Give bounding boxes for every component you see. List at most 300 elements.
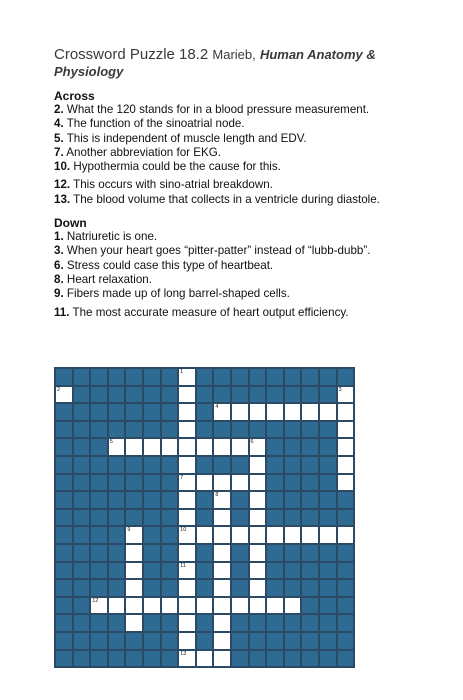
grid-cell-block [143,562,161,580]
grid-cell-block [143,368,161,386]
grid-cell-block [319,456,337,474]
down-clue-text: Heart relaxation. [66,272,152,286]
grid-cell-open[interactable] [213,579,231,597]
across-clue-list [54,103,434,207]
grid-cell-open[interactable] [196,526,214,544]
grid-cell-block [161,491,179,509]
down-heading: Down [54,216,87,231]
grid-cell-block [337,650,355,668]
grid-cell-open[interactable] [196,474,214,492]
cell-clue-number: 4 [215,404,219,411]
down-clue-number: 8. [54,272,64,286]
grid-cell-block [337,368,355,386]
grid-cell-block [90,421,108,439]
grid-cell-block [143,491,161,509]
grid-cell-block [337,509,355,527]
grid-cell-block [73,632,91,650]
grid-cell-open[interactable] [178,544,196,562]
grid-cell-open[interactable] [125,579,143,597]
grid-cell-block [55,526,73,544]
across-clue [54,160,434,174]
grid-cell-block [213,421,231,439]
across-clue [54,117,434,131]
grid-cell-block [90,438,108,456]
grid-cell-block [108,579,126,597]
grid-cell-block [284,614,302,632]
grid-cell-open[interactable] [213,614,231,632]
grid-cell-block [301,509,319,527]
grid-cell-block [55,403,73,421]
puzzle-header [54,46,434,320]
across-clue-number: 12. [54,178,71,192]
across-clue [54,178,434,192]
grid-cell-block [284,544,302,562]
grid-cell-block [73,403,91,421]
grid-cell-block [196,421,214,439]
grid-cell-block [249,421,267,439]
grid-cell-block [55,368,73,386]
grid-cell-open[interactable] [249,438,267,456]
grid-cell-block [90,632,108,650]
grid-cell-open[interactable] [213,403,231,421]
grid-cell-block [143,544,161,562]
grid-cell-open[interactable] [319,403,337,421]
grid-cell-open[interactable] [284,403,302,421]
grid-cell-block [125,509,143,527]
grid-cell-open[interactable] [125,544,143,562]
grid-cell-block [301,650,319,668]
across-clue [54,146,434,160]
grid-cell-open[interactable] [213,509,231,527]
grid-cell-block [301,386,319,404]
grid-cell-open[interactable] [249,474,267,492]
grid-cell-block [90,386,108,404]
grid-cell-block [231,650,249,668]
grid-cell-block [196,632,214,650]
down-clue [54,244,434,258]
grid-cell-block [73,421,91,439]
grid-cell-block [319,491,337,509]
grid-cell-open[interactable] [284,597,302,615]
grid-cell-block [231,509,249,527]
grid-cell-block [108,526,126,544]
grid-cell-open[interactable] [90,597,108,615]
grid-cell-block [213,386,231,404]
grid-cell-block [90,491,108,509]
grid-cell-open[interactable] [266,597,284,615]
book-title: Human Anatomy & Physiology [54,47,376,79]
grid-cell-block [90,509,108,527]
cell-clue-number: 12 [92,597,99,604]
grid-cell-block [301,491,319,509]
down-clue-list [54,230,434,320]
grid-cell-block [196,562,214,580]
grid-cell-block [301,421,319,439]
grid-cell-open[interactable] [337,456,355,474]
grid-cell-open[interactable] [337,474,355,492]
grid-cell-open[interactable] [213,562,231,580]
grid-cell-open[interactable] [108,438,126,456]
grid-cell-block [161,456,179,474]
grid-cell-open[interactable] [143,438,161,456]
grid-cell-block [249,368,267,386]
grid-cell-block [319,650,337,668]
grid-cell-block [231,386,249,404]
grid-cell-block [266,421,284,439]
grid-cell-block [231,562,249,580]
down-clue-number: 3. [54,244,64,258]
grid-cell-open[interactable] [319,526,337,544]
grid-cell-open[interactable] [178,597,196,615]
down-clue-text: The most accurate measure of heart output efficiency. [72,305,349,319]
grid-cell-block [108,474,126,492]
grid-cell-block [55,544,73,562]
grid-cell-block [55,421,73,439]
grid-cell-open[interactable] [301,526,319,544]
grid-cell-block [337,579,355,597]
grid-cell-open[interactable] [178,403,196,421]
grid-cell-block [108,491,126,509]
grid-cell-block [266,456,284,474]
down-clue [54,273,434,287]
grid-cell-block [161,403,179,421]
grid-cell-block [266,614,284,632]
across-clue-text: Another abbreviation for EKG. [66,145,221,159]
down-clue-text: Stress could case this type of heartbeat. [66,258,274,272]
grid-cell-open[interactable] [178,614,196,632]
across-clue-text: This occurs with sino-atrial breakdown. [73,178,273,192]
grid-cell-block [90,562,108,580]
grid-cell-block [266,438,284,456]
grid-cell-block [108,562,126,580]
grid-cell-block [125,474,143,492]
grid-cell-open[interactable] [125,597,143,615]
grid-cell-block [266,562,284,580]
across-clue [54,193,434,207]
grid-cell-block [266,474,284,492]
grid-cell-open[interactable] [196,650,214,668]
grid-cell-open[interactable] [161,597,179,615]
grid-cell-block [108,614,126,632]
grid-cell-block [319,509,337,527]
grid-cell-block [284,579,302,597]
grid-cell-open[interactable] [178,526,196,544]
grid-cell-open[interactable] [178,650,196,668]
grid-cell-open[interactable] [337,421,355,439]
grid-cell-block [55,597,73,615]
grid-cell-block [196,491,214,509]
grid-cell-open[interactable] [125,526,143,544]
grid-cell-block [55,650,73,668]
grid-cell-block [231,456,249,474]
grid-cell-block [108,421,126,439]
grid-cell-block [73,509,91,527]
grid-cell-block [55,614,73,632]
grid-cell-block [90,579,108,597]
down-clue-text: When your heart goes “pitter-patter” instead of “lubb-dubb”. [66,244,371,258]
grid-cell-block [301,614,319,632]
grid-cell-open[interactable] [249,579,267,597]
grid-cell-open[interactable] [249,509,267,527]
grid-cell-block [319,421,337,439]
grid-cell-block [301,632,319,650]
across-clue-text: Hypothermia could be the cause for this. [73,160,281,174]
grid-cell-open[interactable] [249,544,267,562]
grid-cell-block [161,544,179,562]
grid-cell-block [143,421,161,439]
grid-cell-open[interactable] [125,562,143,580]
grid-cell-block [284,562,302,580]
grid-cell-block [284,456,302,474]
grid-cell-open[interactable] [55,386,73,404]
grid-cell-block [266,386,284,404]
grid-cell-block [73,597,91,615]
grid-cell-block [55,456,73,474]
grid-cell-open[interactable] [178,632,196,650]
grid-cell-open[interactable] [249,562,267,580]
grid-cell-block [108,632,126,650]
grid-cell-block [90,544,108,562]
grid-cell-open[interactable] [231,474,249,492]
grid-cell-block [73,456,91,474]
down-clue-text: Fibers made up of long barrel-shaped cells. [66,287,290,301]
grid-cell-block [319,597,337,615]
grid-cell-open[interactable] [178,491,196,509]
grid-cell-block [108,650,126,668]
grid-cell-open[interactable] [213,474,231,492]
grid-cell-open[interactable] [337,386,355,404]
grid-cell-block [266,544,284,562]
grid-cell-open[interactable] [213,650,231,668]
across-clue-number: 13. [54,192,71,206]
grid-cell-open[interactable] [178,562,196,580]
grid-cell-open[interactable] [213,526,231,544]
grid-cell-block [213,456,231,474]
grid-cell-open[interactable] [178,474,196,492]
grid-cell-block [196,509,214,527]
grid-cell-block [161,632,179,650]
grid-cell-block [301,579,319,597]
puzzle-title: Crossword Puzzle 18.2 [54,46,209,63]
grid-cell-block [161,421,179,439]
grid-cell-block [73,386,91,404]
grid-cell-block [284,491,302,509]
grid-cell-open[interactable] [178,421,196,439]
grid-cell-block [143,632,161,650]
grid-cell-block [161,509,179,527]
grid-cell-block [249,650,267,668]
cell-clue-number: 7 [180,474,184,481]
grid-cell-open[interactable] [178,579,196,597]
grid-cell-open[interactable] [231,438,249,456]
crossword-grid-wrapper [54,367,355,668]
grid-cell-open[interactable] [337,438,355,456]
grid-cell-block [125,421,143,439]
grid-cell-open[interactable] [196,438,214,456]
grid-cell-block [161,474,179,492]
title-line [54,46,434,80]
grid-cell-block [73,614,91,632]
grid-cell-block [143,474,161,492]
grid-cell-block [90,526,108,544]
grid-cell-open[interactable] [249,526,267,544]
grid-cell-block [108,456,126,474]
down-clue-number: 1. [54,230,64,244]
grid-cell-open[interactable] [266,526,284,544]
grid-cell-open[interactable] [178,509,196,527]
across-clue-text: What the 120 stands for in a blood pressure measurement. [66,103,370,116]
grid-cell-block [125,491,143,509]
grid-cell-open[interactable] [249,403,267,421]
down-clue-number: 9. [54,287,64,301]
grid-cell-block [266,491,284,509]
across-clue-text: This is independent of muscle length and EDV. [66,131,307,145]
grid-cell-block [337,614,355,632]
grid-cell-open[interactable] [161,438,179,456]
grid-cell-block [337,632,355,650]
grid-cell-open[interactable] [178,368,196,386]
grid-cell-block [143,579,161,597]
across-clue-text: The blood volume that collects in a ventricle during diastole. [73,192,380,206]
grid-cell-block [108,368,126,386]
across-heading: Across [54,89,95,103]
grid-cell-block [90,474,108,492]
grid-cell-block [161,368,179,386]
grid-cell-open[interactable] [337,526,355,544]
grid-cell-block [284,474,302,492]
cell-clue-number: 3 [338,386,342,393]
grid-cell-block [266,509,284,527]
grid-cell-block [161,562,179,580]
down-clue-number: 6. [54,258,64,272]
grid-cell-block [143,650,161,668]
grid-cell-block [319,438,337,456]
down-clue [54,287,434,301]
author-name: Marieb, [212,47,256,62]
grid-cell-block [55,579,73,597]
grid-cell-block [337,544,355,562]
grid-cell-open[interactable] [178,456,196,474]
grid-cell-block [125,403,143,421]
grid-cell-open[interactable] [178,386,196,404]
grid-cell-block [231,614,249,632]
grid-cell-block [319,474,337,492]
grid-cell-open[interactable] [213,544,231,562]
grid-cell-open[interactable] [213,597,231,615]
cell-clue-number: 8 [215,492,219,499]
grid-cell-open[interactable] [213,438,231,456]
grid-cell-block [108,403,126,421]
grid-cell-block [231,632,249,650]
grid-cell-block [143,509,161,527]
grid-cell-block [90,614,108,632]
grid-cell-open[interactable] [249,597,267,615]
grid-cell-open[interactable] [213,491,231,509]
grid-cell-block [55,509,73,527]
grid-cell-block [249,632,267,650]
grid-cell-block [73,368,91,386]
grid-cell-block [125,368,143,386]
cell-clue-number: 11 [180,562,186,569]
grid-cell-block [196,544,214,562]
grid-cell-block [213,368,231,386]
down-clue [54,259,434,273]
across-clue-number: 10. [54,160,71,174]
grid-cell-block [266,650,284,668]
cell-clue-number: 13 [180,650,187,657]
grid-cell-block [284,438,302,456]
grid-cell-block [90,368,108,386]
grid-cell-open[interactable] [284,526,302,544]
grid-cell-block [337,491,355,509]
cell-clue-number: 9 [127,527,131,534]
grid-cell-open[interactable] [249,456,267,474]
grid-cell-block [196,614,214,632]
grid-cell-block [73,491,91,509]
grid-cell-block [196,386,214,404]
down-clue [54,230,434,244]
grid-cell-block [73,544,91,562]
grid-cell-open[interactable] [213,632,231,650]
grid-cell-block [284,386,302,404]
grid-cell-open[interactable] [266,403,284,421]
grid-cell-block [196,456,214,474]
grid-cell-block [90,403,108,421]
grid-cell-block [108,544,126,562]
across-clue [54,132,434,146]
grid-cell-open[interactable] [125,614,143,632]
grid-cell-block [284,632,302,650]
grid-cell-open[interactable] [231,403,249,421]
grid-cell-block [73,579,91,597]
grid-cell-block [161,526,179,544]
grid-cell-open[interactable] [143,597,161,615]
across-clue-text: The function of the sinoatrial node. [66,117,245,131]
grid-cell-block [196,579,214,597]
grid-cell-block [161,579,179,597]
grid-cell-block [231,579,249,597]
cell-clue-number: 1 [180,369,184,375]
grid-cell-block [125,632,143,650]
grid-cell-block [231,368,249,386]
grid-cell-block [73,474,91,492]
grid-cell-block [125,650,143,668]
grid-cell-open[interactable] [301,403,319,421]
grid-cell-block [143,386,161,404]
crossword-grid [54,367,355,668]
grid-cell-block [196,403,214,421]
grid-cell-open[interactable] [108,597,126,615]
grid-cell-block [266,632,284,650]
cell-clue-number: 5 [109,439,113,446]
grid-cell-block [301,456,319,474]
grid-cell-open[interactable] [125,438,143,456]
grid-cell-open[interactable] [178,438,196,456]
across-clue [54,103,434,117]
grid-cell-open[interactable] [231,526,249,544]
grid-cell-open[interactable] [196,597,214,615]
grid-cell-block [125,386,143,404]
grid-cell-block [73,562,91,580]
grid-cell-open[interactable] [231,597,249,615]
grid-cell-block [55,562,73,580]
grid-cell-block [301,368,319,386]
grid-cell-block [319,562,337,580]
grid-cell-block [284,650,302,668]
grid-cell-open[interactable] [337,403,355,421]
grid-cell-open[interactable] [249,491,267,509]
grid-cell-block [301,597,319,615]
